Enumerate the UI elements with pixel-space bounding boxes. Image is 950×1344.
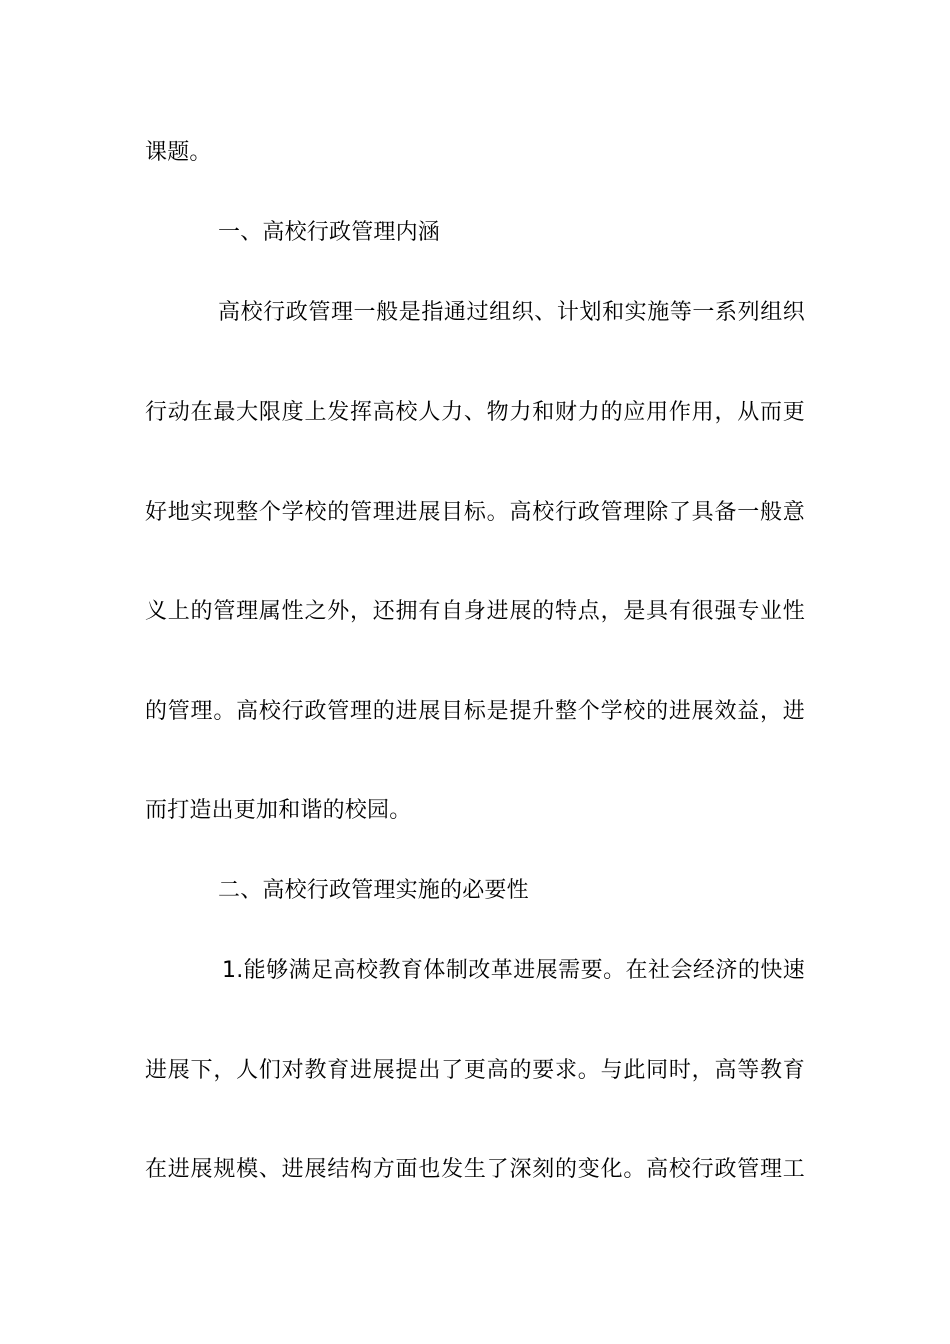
paragraph-line: 进展下，人们对教育进展提出了更高的要求。与此同时，高等教育: [145, 1058, 805, 1083]
paragraph-end-line: 课题。: [145, 140, 212, 165]
section-heading-2: 二、高校行政管理实施的必要性: [218, 878, 529, 903]
section-heading-1: 一、高校行政管理内涵: [218, 220, 441, 245]
paragraph-line: 而打造出更加和谐的校园。: [145, 798, 412, 823]
paragraph-line: 在进展规模、进展结构方面也发生了深刻的变化。高校行政管理工: [145, 1157, 805, 1182]
paragraph-line: 行动在最大限度上发挥高校人力、物力和财力的应用作用，从而更: [145, 400, 805, 425]
paragraph-line: 的管理。高校行政管理的进展目标是提升整个学校的进展效益，进: [145, 699, 805, 724]
paragraph-line: 1.能够满足高校教育体制改革进展需要。在社会经济的快速: [222, 958, 805, 983]
paragraph-line: 好地实现整个学校的管理进展目标。高校行政管理除了具备一般意: [145, 500, 805, 525]
paragraph-line: 义上的管理属性之外，还拥有自身进展的特点，是具有很强专业性: [145, 599, 805, 624]
paragraph-line: 高校行政管理一般是指通过组织、计划和实施等一系列组织: [218, 300, 805, 325]
